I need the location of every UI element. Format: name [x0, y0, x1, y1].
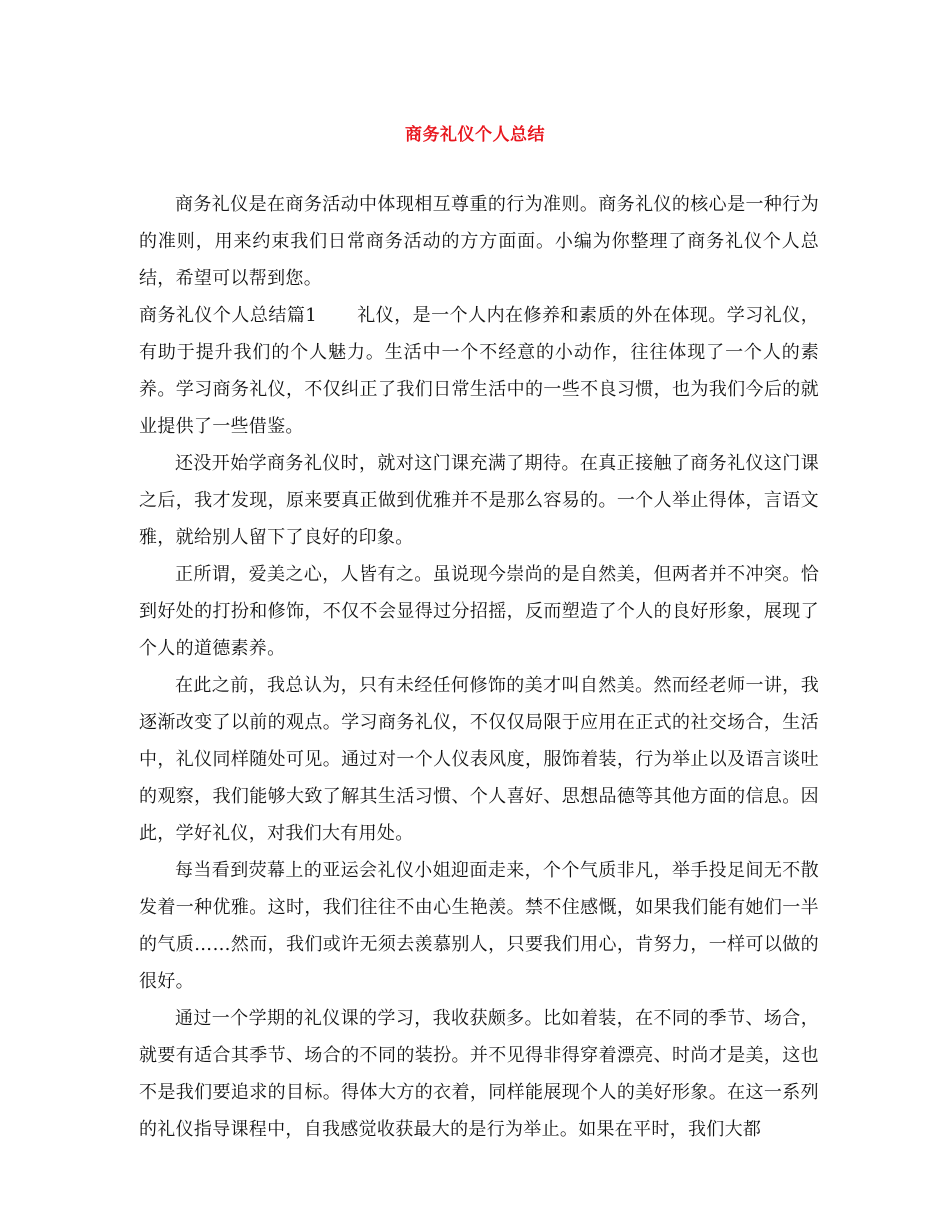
body-paragraph: 还没开始学商务礼仪时，就对这门课充满了期待。在真正接触了商务礼仪这门课之后，我才发现，原来要真正做到优雅并不是那么容易的。一个人举止得体，言语文雅，就给别人留下了良好的印象。: [139, 453, 819, 548]
document-body: [139, 186, 819, 1148]
section-paragraph: [139, 297, 819, 445]
body-paragraph: 每当看到荧幕上的亚运会礼仪小姐迎面走来，个个气质非凡，举手投足间无不散发着一种优雅。这时，我们往往不由心生艳羡。禁不住感慨，如果我们能有她们一半的气质……然而，我们或许无须去羡慕别人，只要我们用心，肯努力，一样可以做的很好。: [139, 860, 819, 992]
body-paragraph: 在此之前，我总认为，只有未经任何修饰的美才叫自然美。然而经老师一讲，我逐渐改变了以前的观点。学习商务礼仪，不仅仅局限于应用在正式的社交场合，生活中，礼仪同样随处可见。通过对一个人仪表风度，服饰着装，行为举止以及语言谈吐的观察，我们能够大致了解其生活习惯、个人喜好、思想品德等其他方面的信息。因此，学好礼仪，对我们大有用处。: [139, 675, 819, 844]
section-paragraph-text: 礼仪，是一个人内在修养和素质的外在体现。学习礼仪，有助于提升我们的个人魅力。生活中一个不经意的小动作，往往体现了一个人的素养。学习商务礼仪，不仅纠正了我们日常生活中的一些不良习惯，也为我们今后的就业提供了一些借鉴。: [139, 305, 820, 437]
section-heading: 商务礼仪个人总结篇1: [139, 305, 318, 326]
body-paragraph: 正所谓，爱美之心，人皆有之。虽说现今崇尚的是自然美，但两者并不冲突。恰到好处的打扮和修饰，不仅不会显得过分招摇，反而塑造了个人的良好形象，展现了个人的道德素养。: [139, 564, 819, 659]
body-paragraph: 通过一个学期的礼仪课的学习，我收获颇多。比如着装，在不同的季节、场合，就要有适合其季节、场合的不同的装扮。并不见得非得穿着漂亮、时尚才是美，这也不是我们要追求的目标。得体大方的衣着，同样能展现个人的美好形象。在这一系列的礼仪指导课程中，自我感觉收获最大的是行为举止。如果在平时，我们大都: [139, 1008, 819, 1140]
document-title: 商务礼仪个人总结: [405, 125, 545, 145]
intro-paragraph: 商务礼仪是在商务活动中体现相互尊重的行为准则。商务礼仪的核心是一种行为的准则，用来约束我们日常商务活动的方方面面。小编为你整理了商务礼仪个人总结，希望可以帮到您。: [139, 194, 819, 289]
